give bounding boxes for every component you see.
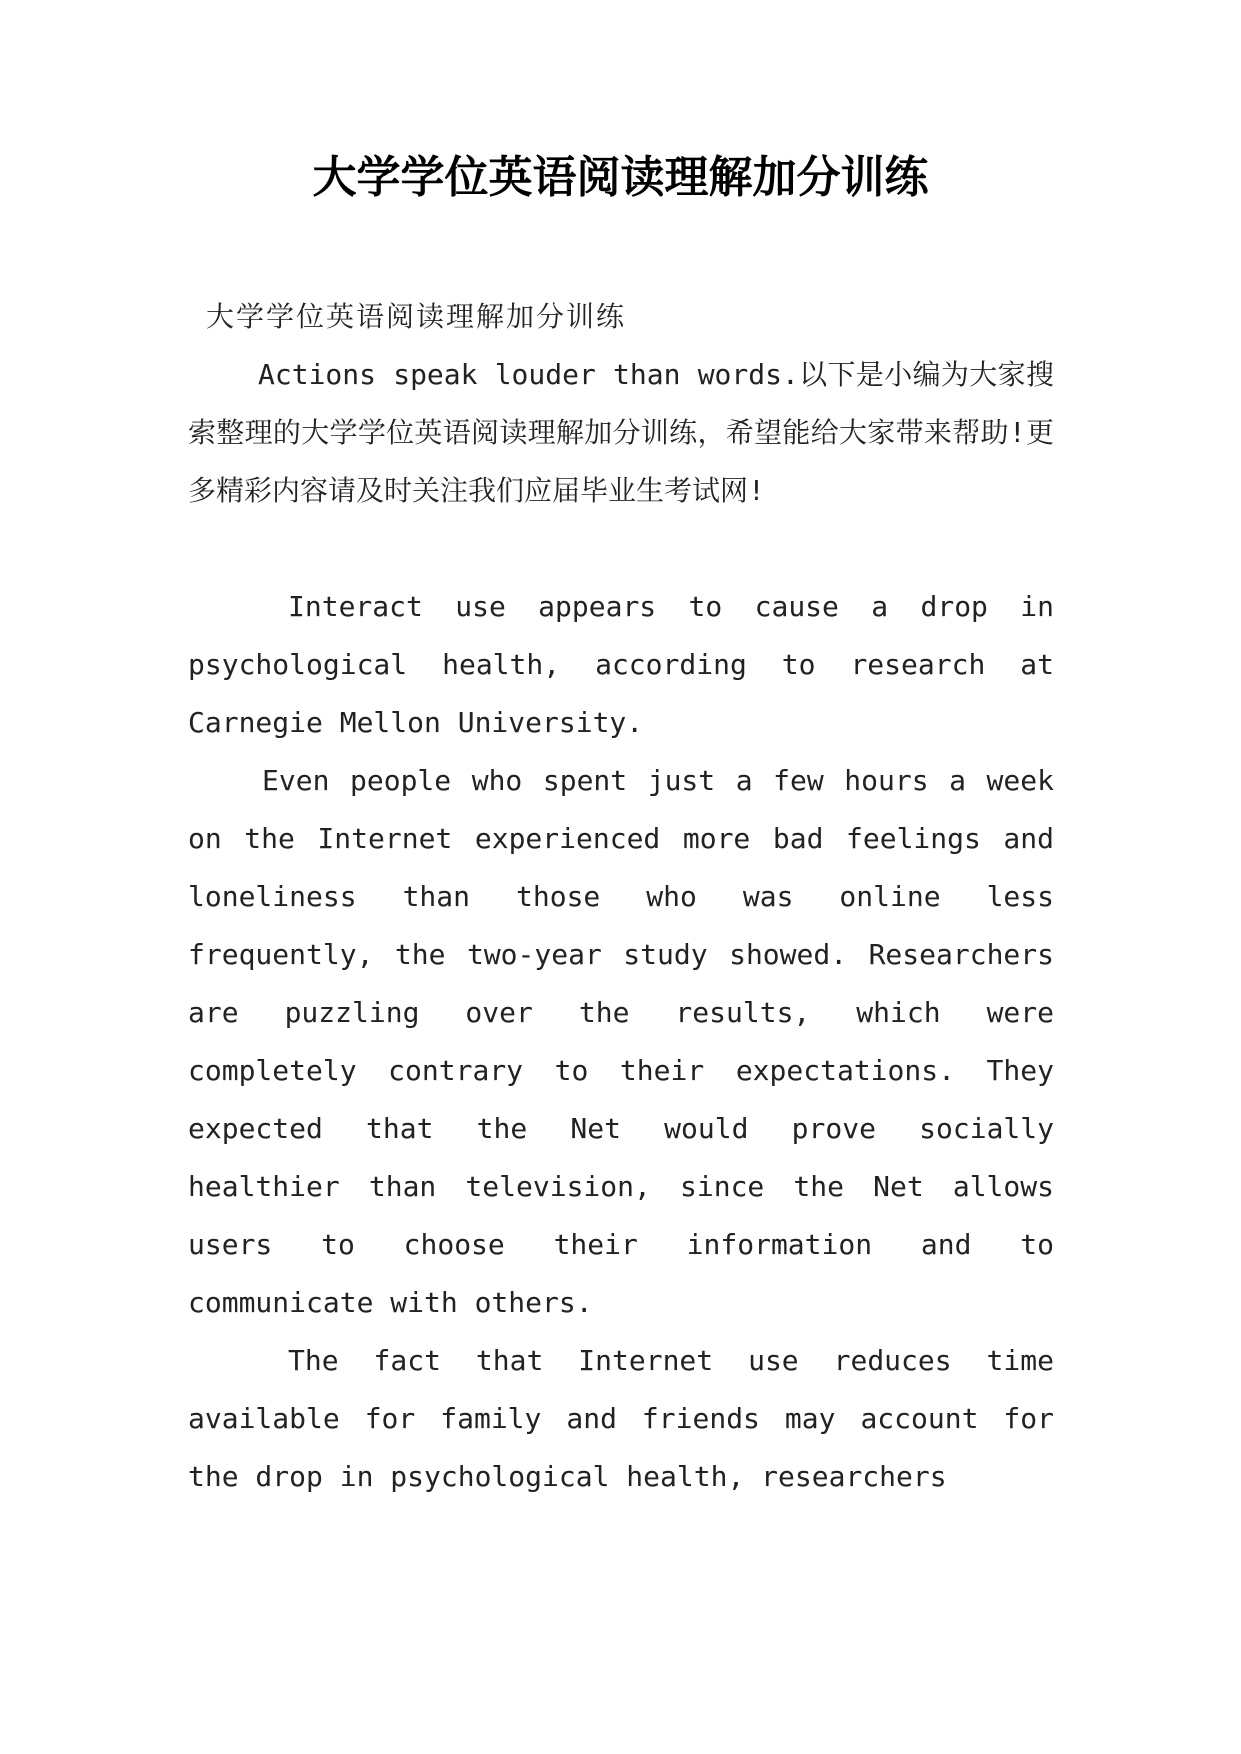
document-body xyxy=(188,288,1054,1506)
document-subtitle: 大学学位英语阅读理解加分训练 xyxy=(206,300,627,333)
paragraph-3: The fact that Internet use reduces time available for family and friends may account for the drop in psychological health, researchers xyxy=(188,1344,1054,1493)
paragraph-spacer xyxy=(188,520,1054,578)
intro-paragraph: Actions speak louder than words.以下是小编为大家搜索整理的大学学位英语阅读理解加分训练，希望能给大家带来帮助!更多精彩内容请及时关注我们应届毕业生考试网! xyxy=(188,358,1054,507)
paragraph-2: Even people who spent just a few hours a week on the Internet experienced more bad feelings and loneliness than those who was online less frequently, the two-year study showed. Researchers are puzzling over the results, which were completely contrary to their expectations. They expected that the Net would prove socially healthier than television, since the Net allows users to choose their information and to communicate with others. xyxy=(188,764,1054,1319)
paragraph-1: Interact use appears to cause a drop in psychological health, according to research at Carnegie Mellon University. xyxy=(188,590,1054,739)
document-title: 大学学位英语阅读理解加分训练 xyxy=(312,152,929,203)
